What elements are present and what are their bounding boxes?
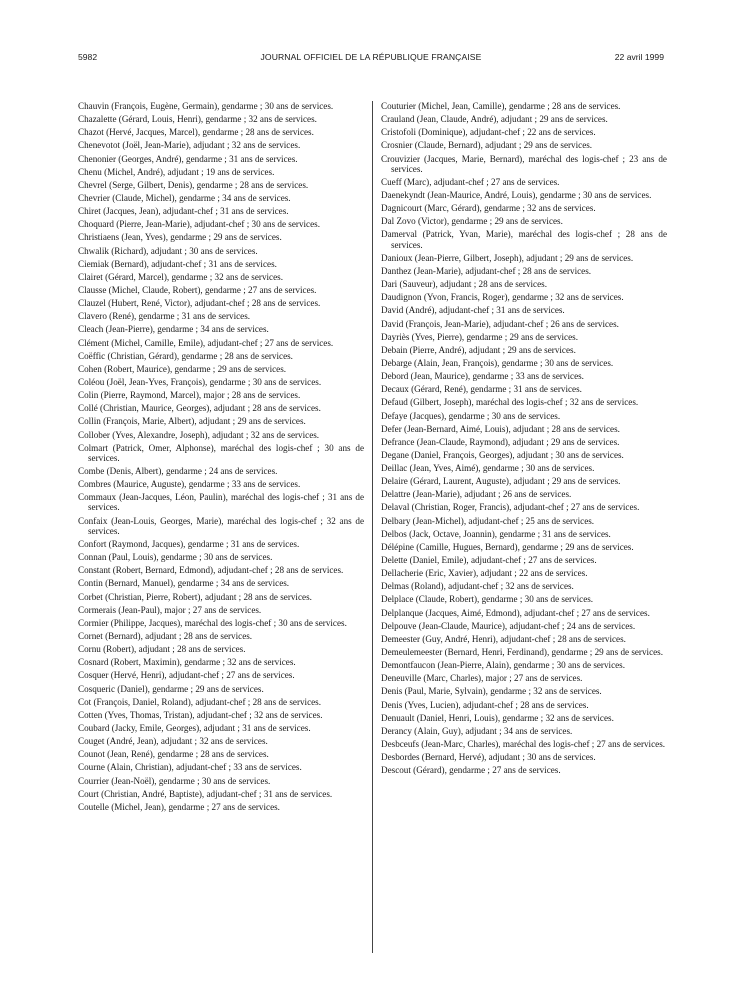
list-item: Counot (Jean, René), gendarme ; 28 ans de services. [78, 749, 269, 760]
list-item: Delaval (Christian, Roger, Francis), adjudant-chef ; 27 ans de services. [381, 502, 640, 513]
list-item: Delbos (Jack, Octave, Joannin), gendarme ; 31 ans de services. [381, 528, 611, 539]
list-item: Colmart (Patrick, Omer, Alphonse), maréchal des logis-chef ; 30 ans de services. [78, 442, 364, 463]
list-item: Clausse (Michel, Claude, Robert), gendarme ; 27 ans de services. [78, 284, 317, 295]
list-item: Cosnard (Robert, Maximin), gendarme ; 32 ans de services. [78, 657, 296, 668]
list-item: Couget (André, Jean), adjudant ; 32 ans de services. [78, 736, 268, 747]
page-number: 5982 [78, 52, 98, 62]
list-item: Debarge (Alain, Jean, François), gendarme ; 30 ans de services. [381, 357, 614, 368]
list-item: Constant (Robert, Bernard, Edmond), adjudant-chef ; 28 ans de services. [78, 565, 344, 576]
list-item: Dagnicourt (Marc, Gérard), gendarme ; 32 ans de services. [381, 203, 596, 214]
list-item: Delaire (Gérard, Laurent, Auguste), adjudant ; 29 ans de services. [381, 476, 621, 487]
list-item: Cormier (Philippe, Jacques), maréchal des logis-chef ; 30 ans de services. [78, 617, 347, 628]
list-item: Delplace (Claude, Robert), gendarme ; 30 ans de services. [381, 594, 594, 605]
list-item: Cohen (Robert, Maurice), gendarme ; 29 ans de services. [78, 363, 287, 374]
list-item: Cristofoli (Dominique), adjudant-chef ; 22 ans de services. [381, 127, 596, 138]
list-item: Denis (Yves, Lucien), adjudant-chef ; 28 ans de services. [381, 699, 589, 710]
list-item: Dal Zovo (Victor), gendarme ; 29 ans de services. [381, 216, 563, 227]
list-item: Delplanque (Jacques, Aimé, Edmond), adjudant-chef ; 27 ans de services. [381, 607, 650, 618]
list-item: Defrance (Jean-Claude, Raymond), adjudant ; 29 ans de services. [381, 436, 620, 447]
list-item: Chenonier (Georges, André), gendarme ; 31 ans de services. [78, 153, 298, 164]
list-item: Chevrier (Claude, Michel), gendarme ; 34 ans de services. [78, 192, 291, 203]
list-item: Daenekyndt (Jean-Maurice, André, Louis), gendarme ; 30 ans de services. [381, 190, 652, 201]
list-item: Coëffic (Christian, Gérard), gendarme ; 28 ans de services. [78, 350, 293, 361]
list-item: Combres (Maurice, Auguste), gendarme ; 33 ans de services. [78, 479, 301, 490]
list-item: Danthez (Jean-Marie), adjudant-chef ; 28 ans de services. [381, 265, 592, 276]
column-divider [372, 101, 373, 953]
list-item: Courrier (Jean-Noël), gendarme ; 30 ans de services. [78, 775, 271, 786]
list-item: Crosnier (Claude, Bernard), adjudant ; 29 ans de services. [381, 140, 593, 151]
list-item: Cot (François, Daniel, Roland), adjudant-chef ; 28 ans de services. [78, 696, 322, 707]
list-item: Defaye (Jacques), gendarme ; 30 ans de services. [381, 410, 561, 421]
list-item: Demeester (Guy, André, Henri), adjudant-chef ; 28 ans de services. [381, 633, 626, 644]
list-item: Descout (Gérard), gendarme ; 27 ans de services. [381, 765, 561, 776]
list-item: Chazot (Hervé, Jacques, Marcel), gendarme ; 28 ans de services. [78, 127, 314, 138]
list-item: Clauzel (Hubert, René, Victor), adjudant-chef ; 28 ans de services. [78, 298, 321, 309]
list-item: Chwalik (Richard), adjudant ; 30 ans de services. [78, 245, 258, 256]
list-item: Delbary (Jean-Michel), adjudant-chef ; 25 ans de services. [381, 515, 595, 526]
list-item: Danioux (Jean-Pierre, Gilbert, Joseph), adjudant ; 29 ans de services. [381, 252, 634, 263]
list-item: Clément (Michel, Camille, Emile), adjudant-chef ; 27 ans de services. [78, 337, 334, 348]
list-item: Corbet (Christian, Pierre, Robert), adjudant ; 28 ans de services. [78, 591, 312, 602]
list-item: Délépine (Camille, Hugues, Bernard), gendarme ; 29 ans de services. [381, 541, 634, 552]
list-item: Chevrel (Serge, Gilbert, Denis), gendarme ; 28 ans de services. [78, 179, 309, 190]
list-item: Couturier (Michel, Jean, Camille), gendarme ; 28 ans de services. [381, 101, 621, 111]
list-item: Defer (Jean-Bernard, Aimé, Louis), adjudant ; 28 ans de services. [381, 423, 620, 434]
list-item: Collé (Christian, Maurice, Georges), adjudant ; 28 ans de services. [78, 403, 321, 414]
list-item: Denis (Paul, Marie, Sylvain), gendarme ; 32 ans de services. [381, 686, 602, 697]
list-item: Collin (François, Marie, Albert), adjudant ; 29 ans de services. [78, 416, 306, 427]
list-item: Cueff (Marc), adjudant-chef ; 27 ans de services. [381, 176, 560, 187]
list-item: Confaix (Jean-Louis, Georges, Marie), maréchal des logis-chef ; 32 ans de services. [78, 515, 364, 536]
page-header [78, 52, 664, 66]
right-column [381, 101, 667, 778]
list-item: Cotten (Yves, Thomas, Tristan), adjudant-chef ; 32 ans de services. [78, 709, 323, 720]
list-item: Coutelle (Michel, Jean), gendarme ; 27 ans de services. [78, 801, 280, 812]
list-item: Chauvin (François, Eugène, Germain), gendarme ; 30 ans de services. [78, 101, 334, 111]
list-item: Cosqueric (Daniel), gendarme ; 29 ans de services. [78, 683, 264, 694]
list-item: Chiret (Jacques, Jean), adjudant-chef ; 31 ans de services. [78, 206, 289, 217]
list-item: Choquard (Pierre, Jean-Marie), adjudant-chef ; 30 ans de services. [78, 219, 320, 230]
list-item: Collober (Yves, Alexandre, Joseph), adjudant ; 32 ans de services. [78, 429, 320, 440]
list-item: Decaux (Gérard, René), gendarme ; 31 ans de services. [381, 384, 582, 395]
list-item: Combe (Denis, Albert), gendarme ; 24 ans de services. [78, 466, 278, 476]
list-item: Desbceufs (Jean-Marc, Charles), maréchal des logis-chef ; 27 ans de services. [381, 739, 666, 750]
list-item: Contin (Bernard, Manuel), gendarme ; 34 ans de services. [78, 578, 290, 589]
list-item: Cornu (Robert), adjudant ; 28 ans de services. [78, 644, 246, 655]
list-item: Clavero (René), gendarme ; 31 ans de services. [78, 311, 251, 322]
list-item: Courne (Alain, Christian), adjudant-chef ; 33 ans de services. [78, 762, 302, 773]
left-column [78, 101, 364, 815]
list-item: Cornet (Bernard), adjudant ; 28 ans de services. [78, 630, 253, 641]
list-item: Coubard (Jacky, Emile, Georges), adjudant ; 31 ans de services. [78, 722, 311, 733]
list-item: Crouvizier (Jacques, Marie, Bernard), maréchal des logis-chef ; 23 ans de services. [381, 153, 667, 174]
list-item: Denuault (Daniel, Henri, Louis), gendarme ; 32 ans de services. [381, 712, 614, 723]
list-item: Demontfaucon (Jean-Pierre, Alain), gendarme ; 30 ans de services. [381, 660, 626, 671]
list-item: Confort (Raymond, Jacques), gendarme ; 31 ans de services. [78, 538, 300, 549]
publication-date: 22 avril 1999 [614, 52, 664, 62]
list-item: Delattre (Jean-Marie), adjudant ; 26 ans de services. [381, 489, 572, 500]
list-item: Chenevotot (Joël, Jean-Marie), adjudant ; 32 ans de services. [78, 140, 301, 151]
list-item: Defaud (Gilbert, Joseph), maréchal des logis-chef ; 32 ans de services. [381, 397, 639, 408]
list-item: Demeulemeester (Bernard, Henri, Ferdinand), gendarme ; 29 ans de services. [381, 647, 664, 658]
list-item: Crauland (Jean, Claude, André), adjudant ; 29 ans de services. [381, 114, 608, 125]
list-item: Dellacherie (Eric, Xavier), adjudant ; 22 ans de services. [381, 568, 588, 579]
list-item: Cleach (Jean-Pierre), gendarme ; 34 ans de services. [78, 324, 269, 335]
list-item: Commaux (Jean-Jacques, Léon, Paulin), maréchal des logis-chef ; 31 ans de services. [78, 492, 364, 513]
list-item: Chenu (Michel, André), adjudant ; 19 ans de services. [78, 166, 275, 177]
list-item: Damerval (Patrick, Yvan, Marie), maréchal des logis-chef ; 28 ans de services. [381, 229, 667, 250]
list-item: Dayriès (Yves, Pierre), gendarme ; 29 ans de services. [381, 331, 578, 342]
list-item: Delette (Daniel, Emile), adjudant-chef ; 27 ans de services. [381, 555, 597, 566]
list-item: Delpouve (Jean-Claude, Maurice), adjudant-chef ; 24 ans de services. [381, 620, 636, 631]
list-item: Debord (Jean, Maurice), gendarme ; 33 ans de services. [381, 371, 584, 382]
list-item: Colin (Pierre, Raymond, Marcel), major ; 28 ans de services. [78, 390, 301, 401]
journal-title: JOURNAL OFFICIEL DE LA RÉPUBLIQUE FRANÇAISE [260, 52, 482, 62]
list-item: Debain (Pierre, André), adjudant ; 29 ans de services. [381, 344, 576, 355]
list-item: Christiaens (Jean, Yves), gendarme ; 29 ans de services. [78, 232, 282, 243]
list-item: Daudignon (Yvon, Francis, Roger), gendarme ; 32 ans de services. [381, 292, 624, 303]
list-item: Dari (Sauveur), adjudant ; 28 ans de services. [381, 279, 547, 290]
list-item: Cosquer (Hervé, Henri), adjudant-chef ; 27 ans de services. [78, 670, 295, 681]
list-item: Connan (Paul, Louis), gendarme ; 30 ans de services. [78, 552, 273, 563]
list-item: Derancy (Alain, Guy), adjudant ; 34 ans de services. [381, 725, 573, 736]
list-item: Degane (Daniel, François, Georges), adjudant ; 30 ans de services. [381, 449, 624, 460]
list-item: Deillac (Jean, Yves, Aimé), gendarme ; 30 ans de services. [381, 463, 595, 474]
list-item: Desbordes (Bernard, Hervé), adjudant ; 30 ans de services. [381, 752, 596, 763]
list-item: Clairet (Gérard, Marcel), gendarme ; 32 ans de services. [78, 271, 283, 282]
list-item: Coléou (Joël, Jean-Yves, François), gendarme ; 30 ans de services. [78, 376, 322, 387]
list-item: Chazalette (Gérard, Louis, Henri), gendarme ; 32 ans de services. [78, 114, 317, 125]
list-item: David (André), adjudant-chef ; 31 ans de services. [381, 305, 565, 316]
list-item: Deneuville (Marc, Charles), major ; 27 ans de services. [381, 673, 583, 684]
list-item: David (François, Jean-Marie), adjudant-chef ; 26 ans de services. [381, 318, 619, 329]
list-item: Ciemiak (Bernard), adjudant-chef ; 31 ans de services. [78, 258, 277, 269]
list-item: Court (Christian, André, Baptiste), adjudant-chef ; 31 ans de services. [78, 788, 333, 799]
list-item: Delmas (Roland), adjudant-chef ; 32 ans de services. [381, 581, 574, 592]
list-item: Cormerais (Jean-Paul), major ; 27 ans de services. [78, 604, 262, 615]
